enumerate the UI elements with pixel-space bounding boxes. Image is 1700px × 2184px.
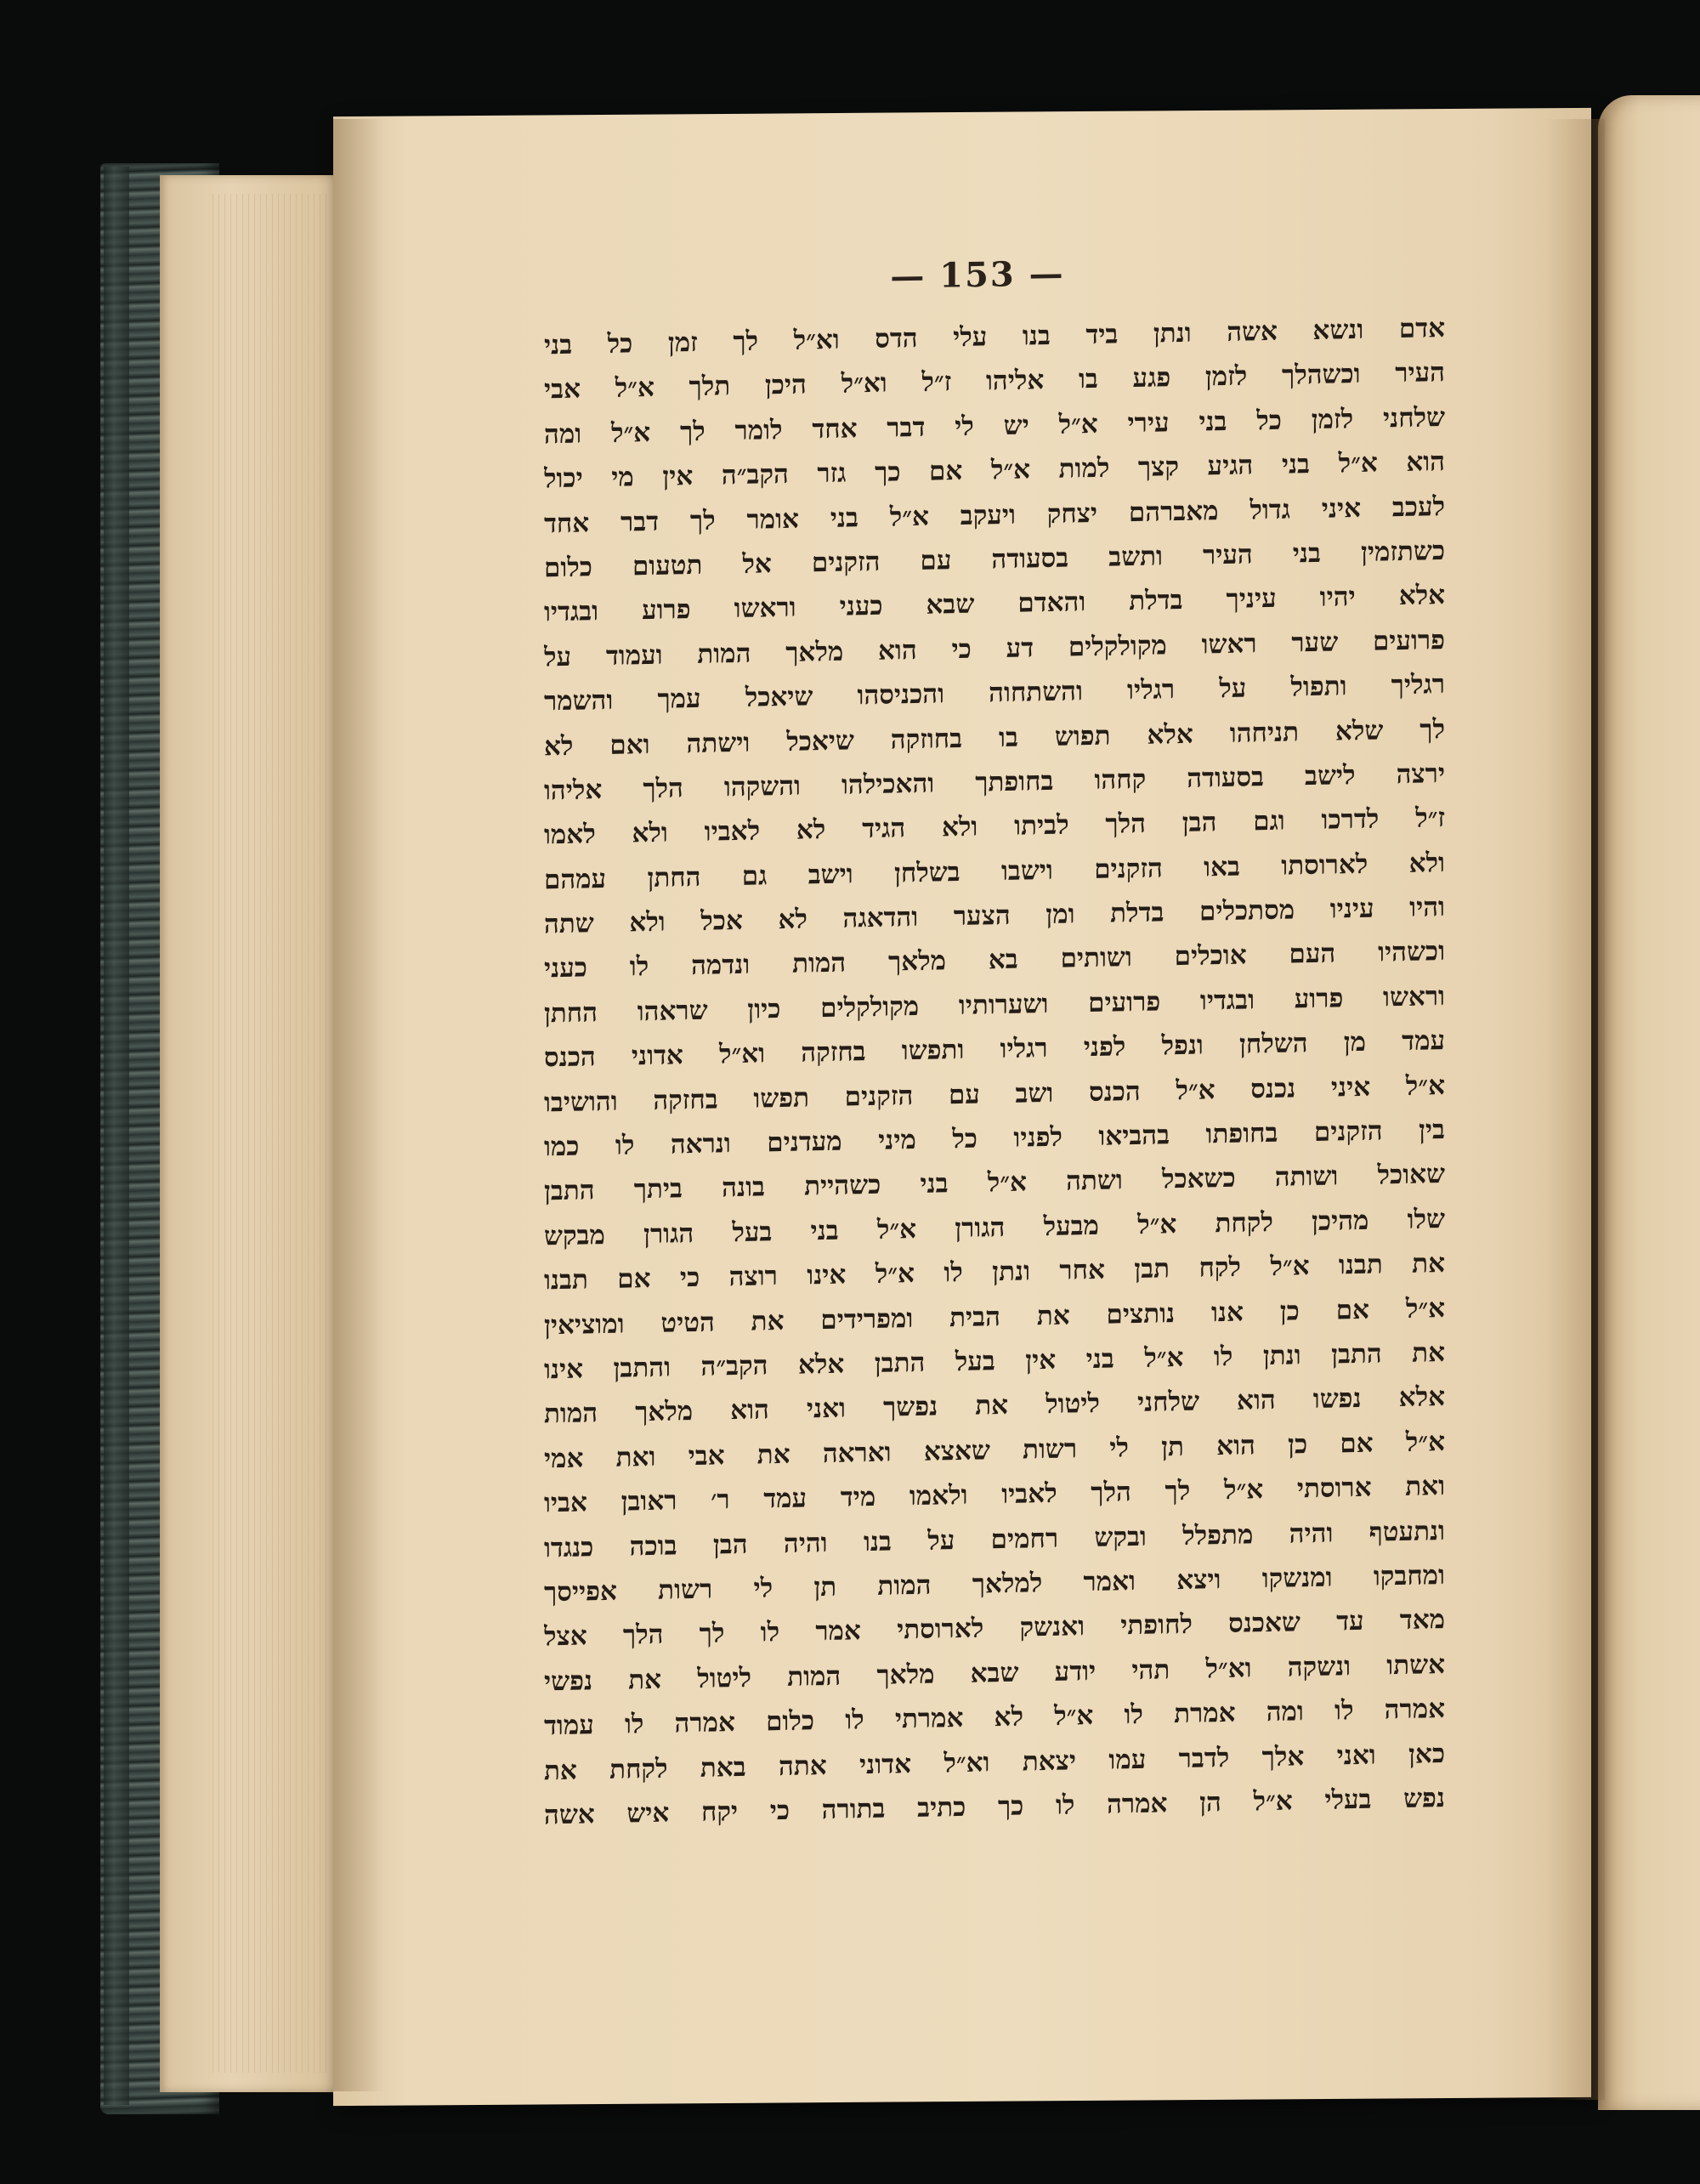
text-line: ז״ל לדרכו וגם הבן הלך לביתו ולא הגיד לא לאביו ולא לאמו — [544, 803, 1445, 851]
text-line: עמד מן השלחן ונפל לפני רגליו ותפשו בחזקה וא״ל אדוני הכנס — [544, 1025, 1445, 1074]
text-line: לעכב איני גדול מאברהם יצחק ויעקב א״ל בני אומר לך דבר אחד — [544, 491, 1445, 539]
text-line: אדם ונשא אשה ונתן ביד בנו עלי הדס וא״ל לך זמן כל בני — [544, 313, 1445, 361]
text-line: ומחבקו ומנשקו ויצא ואמר למלאך המות תן לי רשות אפייסך — [544, 1559, 1445, 1608]
text-line: וראשו פרוע ובגדיו פרועים ושערותיו מקולקלים כיון שראהו החתן — [544, 980, 1445, 1030]
text-line: את התבן ונתן לו א״ל בני אין בעל התבן אלא הקב״ה והתבן אינו — [544, 1336, 1445, 1386]
text-line: לך שלא תניחהו אלא תפוש בו בחוזקה שיאכל וישתה ואם לא — [544, 713, 1445, 762]
text-line: שלו מהיכן לקחת א״ל מבעל הגורן א״ל בני בעל הגורן מבקש — [544, 1203, 1445, 1252]
text-line: אלא נפשו הוא שלחני ליטול את נפשך ואני הוא מלאך המות — [544, 1381, 1445, 1430]
text-line: ולא לארוסתו באו הזקנים וישבו בשלחן וישב גם החתן עמהם — [544, 847, 1445, 896]
text-line: אלא יהיו עיניך בדלת והאדם שבא כעני וראשו פרוע ובגדיו — [544, 580, 1445, 628]
text-line: וכשהיו העם אוכלים ושותים בא מלאך המות ונדמה לו כעני — [544, 936, 1445, 984]
text-line: פרועים שער ראשו מקולקלים דע כי הוא מלאך המות ועמוד על — [544, 624, 1445, 673]
text-line: נפש בעלי א״ל הן אמרה לו כך כתיב בתורה כי יקח איש אשה — [544, 1782, 1445, 1831]
text-line: א״ל איני נכנס א״ל הכנס ושב עם הזקנים תפשו בחזקה והושיבו — [544, 1069, 1445, 1118]
facing-page-edge — [1598, 95, 1700, 2110]
text-line: שאוכל ושותה כשאכל ושתה א״ל בני כשהיית בונה ביתך התבן — [544, 1159, 1445, 1207]
body-text — [544, 306, 1445, 1838]
text-line: א״ל אם כן אנו נותצים את הבית ומפרידים את הטיט ומוציאין — [544, 1292, 1445, 1341]
text-line: ונתעטף והיה מתפלל ובקש רחמים על בנו והיה הבן בוכה כנגדו — [544, 1515, 1445, 1563]
page-number: — 153 — — [890, 253, 1065, 297]
text-line: הוא א״ל בני הגיע קצך למות א״ל אם כך גזר הקב״ה אין מי יכול — [544, 446, 1445, 495]
text-line: מאד עד שאכנס לחופתי ואנשק לארוסתי אמר לו לך הלך אצל — [544, 1604, 1445, 1653]
page-gutter — [1545, 119, 1605, 2100]
page-edges — [212, 194, 332, 2073]
text-line: שלחני לזמן כל בני עירי א״ל יש לי דבר אחד לומר לך א״ל ומה — [544, 401, 1445, 451]
text-line: והיו עיניו מסתכלים בדלת ומן הצער והדאגה לא אכל ולא שתה — [544, 892, 1445, 940]
page-shadow — [333, 119, 384, 2091]
book-cover-edge — [104, 167, 129, 2105]
text-line: את תבנו א״ל לקח תבן אחר ונתן לו א״ל אינו רוצה כי אם תבנו — [544, 1248, 1445, 1296]
text-line: כשתזמין בני העיר ותשב בסעודה עם הזקנים אל תטעום כלום — [544, 535, 1445, 584]
text-line: אמרה לו ומה אמרת לו א״ל לא אמרתי לו כלום אמרה לו עמוד — [544, 1693, 1445, 1742]
text-line: העיר וכשהלך לזמן פגע בו אליהו ז״ל וא״ל היכן תלך א״ל אבי — [544, 357, 1445, 406]
text-line: כאן ואני אלך לדבר עמו יצאת וא״ל אדוני אתה באת לקחת את — [544, 1738, 1445, 1786]
text-line: א״ל אם כן הוא תן לי רשות שאצא ואראה את אבי ואת אמי — [544, 1426, 1445, 1475]
text-line: בין הזקנים בחופתו בהביאו לפניו כל מיני מעדנים ונראה לו כמו — [544, 1115, 1445, 1163]
text-line: רגליך ותפול על רגליו והשתחוה והכניסהו שיאכל עמך והשמר — [544, 669, 1445, 718]
text-line: ואת ארוסתי א״ל לך הלך לאביו ולאמו מיד עמד ר׳ ראובן אביו — [544, 1471, 1445, 1519]
text-line: אשתו ונשקה וא״ל תהי יודע שבא מלאך המות ליטול את נפשי — [544, 1648, 1445, 1698]
text-line: ירצה לישב בסעודה קחהו בחופתך והאכילהו והשקהו הלך אליהו — [544, 757, 1445, 807]
